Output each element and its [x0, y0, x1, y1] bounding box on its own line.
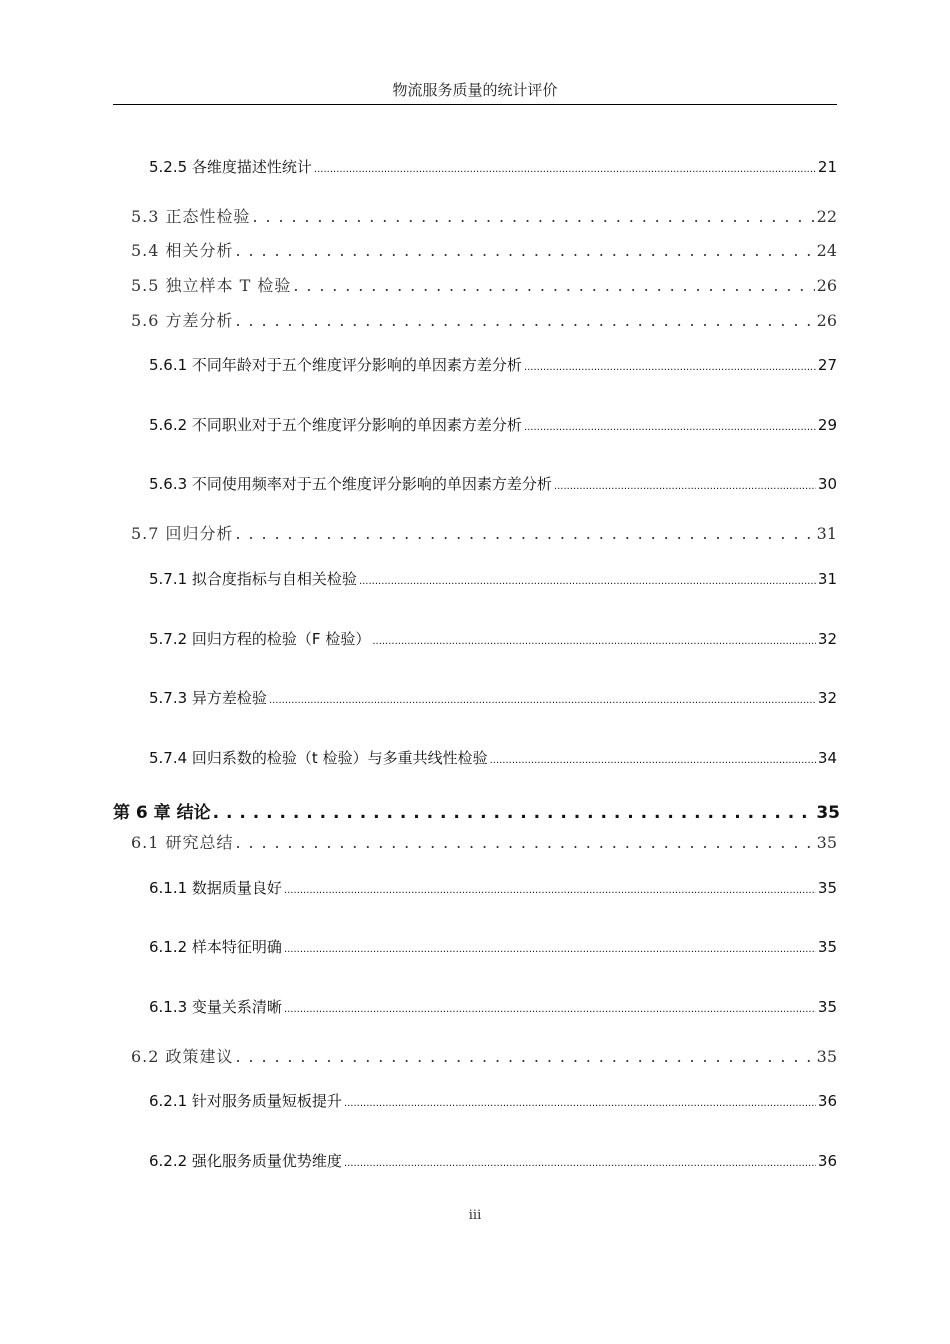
dot-leader: [359, 570, 816, 588]
toc-entry-page: 30: [817, 475, 837, 493]
toc-entry-label: 5.6.3 不同使用频率对于五个维度评分影响的单因素方差分析: [149, 475, 552, 493]
toc-entry-5-2-5[interactable]: [149, 156, 837, 177]
toc-entry-page: 26: [816, 311, 837, 330]
toc-entry-page: 35: [816, 1047, 837, 1066]
dot-leader: [524, 356, 816, 374]
toc-entry-page: 31: [817, 570, 837, 588]
toc-entry-label: 5.7.3 异方差检验: [149, 689, 267, 707]
toc-entry-page: 36: [817, 1092, 837, 1110]
toc-entry-label: 5.4 相关分析: [131, 241, 234, 260]
toc-entry-label: 6.2 政策建议: [131, 1047, 234, 1066]
page-number: iii: [468, 1208, 482, 1223]
toc-entry-page: 35: [816, 833, 837, 852]
toc-entry-6-2[interactable]: [131, 1044, 837, 1067]
toc-entry-5-4[interactable]: [131, 238, 837, 261]
toc-entry-page: 31: [816, 524, 837, 543]
toc-entry-5-5[interactable]: [131, 273, 837, 296]
toc-entry-5-7-1[interactable]: [149, 568, 837, 589]
toc-entry-5-7[interactable]: [131, 521, 837, 544]
toc-entry-page: 35: [817, 938, 837, 956]
dot-leader: [524, 416, 816, 434]
toc-entry-page: 21: [817, 158, 837, 176]
toc-entry-5-6-3[interactable]: [149, 473, 837, 494]
dot-leader: [490, 749, 816, 767]
toc-entry-page: 29: [817, 416, 837, 434]
toc-entry-5-7-2[interactable]: [149, 628, 837, 649]
dot-leader: [284, 938, 816, 956]
toc-entry-label: 6.1 研究总结: [131, 833, 234, 852]
dot-leader: [372, 630, 816, 648]
toc-entry-label: 5.6 方差分析: [131, 311, 234, 330]
toc-entry-page: 36: [817, 1152, 837, 1170]
toc-entry-6-1[interactable]: [131, 830, 837, 853]
dot-leader: [284, 879, 816, 897]
toc-entry-label: 5.3 正态性检验: [131, 207, 251, 226]
toc-entry-6-1-2[interactable]: [149, 936, 837, 957]
toc-entry-page: 35: [817, 998, 837, 1016]
toc-entry-5-6-2[interactable]: [149, 414, 837, 435]
toc-entry-5-6-1[interactable]: [149, 354, 837, 375]
toc-entry-page: 27: [817, 356, 837, 374]
toc-entry-page: 26: [816, 276, 837, 295]
dot-leader: [554, 475, 816, 493]
toc-entry-chapter-6[interactable]: [113, 798, 840, 823]
toc-entry-label: 6.1.3 变量关系清晰: [149, 998, 282, 1016]
toc-entry-page: 34: [817, 749, 837, 767]
toc-entry-page: 32: [817, 689, 837, 707]
toc-entry-label: 6.1.1 数据质量良好: [149, 879, 282, 897]
dot-leader: [236, 1047, 815, 1066]
toc-entry-label: 6.2.1 针对服务质量短板提升: [149, 1092, 342, 1110]
dot-leader: [269, 689, 816, 707]
toc-entry-label: 5.6.1 不同年龄对于五个维度评分影响的单因素方差分析: [149, 356, 522, 374]
dot-leader: [344, 1152, 816, 1170]
toc-entry-label: 6.1.2 样本特征明确: [149, 938, 282, 956]
toc-entry-6-2-2[interactable]: [149, 1150, 837, 1171]
toc-entry-label: 5.7 回归分析: [131, 524, 234, 543]
toc-entry-label: 第 6 章 结论: [113, 803, 211, 823]
toc-entry-5-6[interactable]: [131, 308, 837, 331]
dot-leader: [284, 998, 816, 1016]
running-header: 物流服务质量的统计评价: [113, 76, 837, 105]
dot-leader: [314, 158, 816, 176]
dot-leader: [236, 833, 815, 852]
toc-entry-6-1-1[interactable]: [149, 877, 837, 898]
dot-leader: [236, 311, 815, 330]
toc-entry-5-3[interactable]: [131, 204, 837, 227]
toc-entry-page: 35: [816, 803, 840, 823]
toc-entry-page: 22: [816, 207, 837, 226]
toc-entry-label: 5.6.2 不同职业对于五个维度评分影响的单因素方差分析: [149, 416, 522, 434]
toc-entry-6-1-3[interactable]: [149, 996, 837, 1017]
toc-entry-page: 24: [816, 241, 837, 260]
dot-leader: [236, 524, 815, 543]
toc-entry-label: 5.2.5 各维度描述性统计: [149, 158, 312, 176]
toc-entry-page: 35: [817, 879, 837, 897]
toc-entry-5-7-4[interactable]: [149, 747, 837, 768]
toc-entry-label: 5.7.1 拟合度指标与自相关检验: [149, 570, 357, 588]
toc-entry-page: 32: [817, 630, 837, 648]
toc-entry-6-2-1[interactable]: [149, 1090, 837, 1111]
dot-leader: [293, 276, 814, 295]
toc-entry-label: 5.5 独立样本 T 检验: [131, 276, 292, 295]
toc-entry-label: 6.2.2 强化服务质量优势维度: [149, 1152, 342, 1170]
toc-entry-5-7-3[interactable]: [149, 687, 837, 708]
dot-leader: [344, 1092, 816, 1110]
dot-leader: [236, 241, 815, 260]
toc-entry-label: 5.7.4 回归系数的检验（t 检验）与多重共线性检验: [149, 749, 488, 767]
dot-leader: [253, 207, 815, 226]
toc-entry-label: 5.7.2 回归方程的检验（F 检验）: [149, 630, 371, 648]
dot-leader: [213, 803, 815, 823]
